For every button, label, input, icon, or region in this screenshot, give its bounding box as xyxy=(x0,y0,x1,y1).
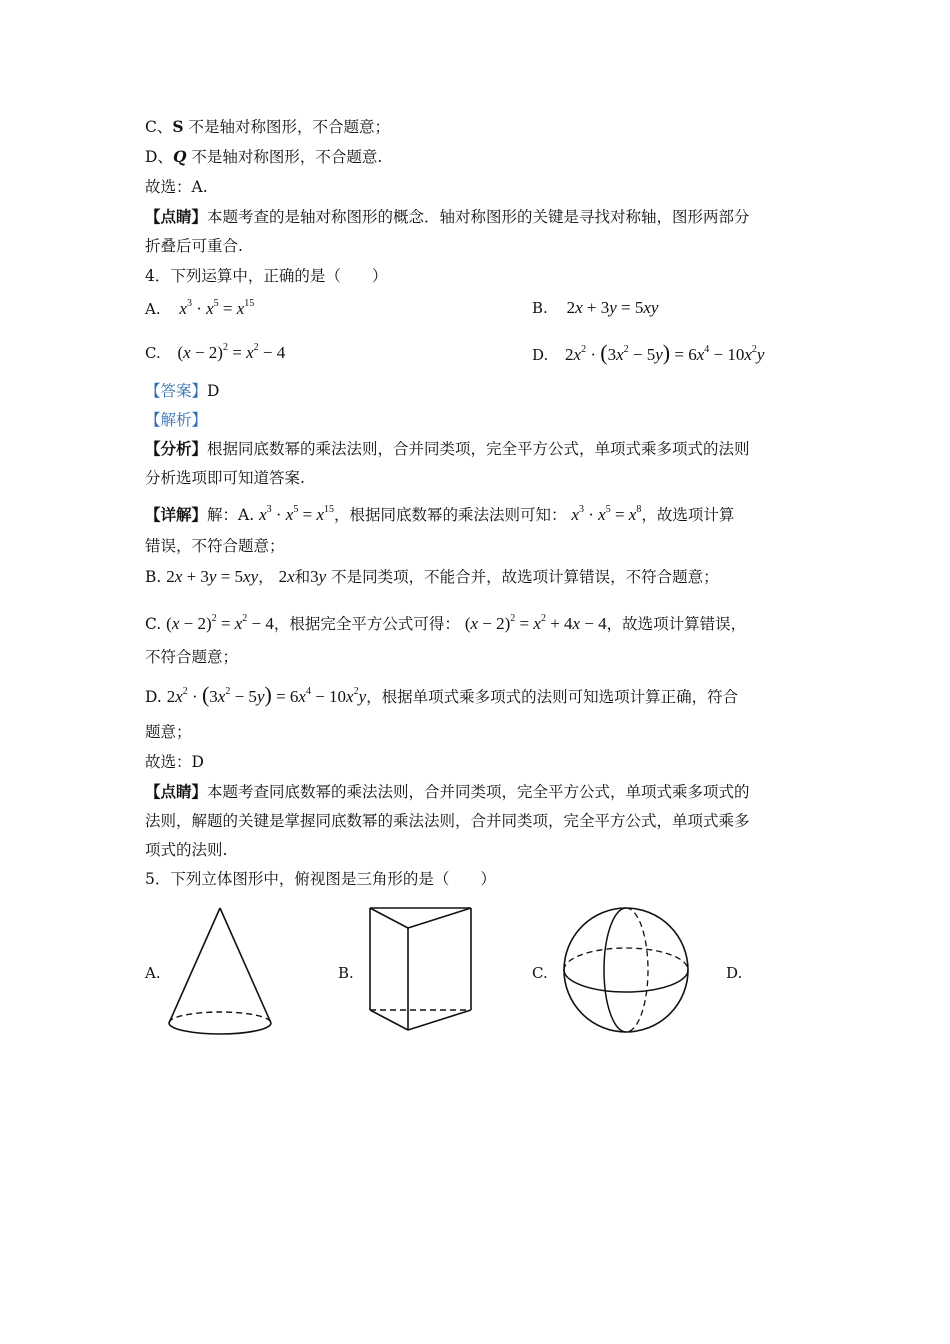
q4-detail-a-line2: 错误，不符合题意； xyxy=(145,537,285,555)
q4-detail-b: B. 2x + 3y = 5xy， 2x和3y 不是同类项，不能合并，故选项计算错误，不符合题意； xyxy=(145,567,719,586)
q4-answer: 【答案】D xyxy=(145,382,220,400)
q4-stem: 4．下列运算中，正确的是（ ） xyxy=(145,267,388,285)
cone-figure xyxy=(160,900,280,1040)
prev-comment-line2: 折叠后可重合. xyxy=(145,237,243,255)
prev-choose: 故选：A. xyxy=(145,178,208,196)
q4-option-c: C. $(x - 2)^2 = x^2 - 4$ xyxy=(145,342,286,362)
q5-stem: 5．下列立体图形中，俯视图是三角形的是（ ） xyxy=(145,870,496,888)
line-c-conclusion: C、S 不是轴对称图形，不合题意； xyxy=(145,117,391,136)
q5-label-c: C. xyxy=(532,964,548,982)
q5-label-b: B. xyxy=(338,964,354,982)
q4-detail-c: C. $(x - 2)^2 = x^2 - 4$，根据完全平方公式可得： $(x - 2)^2 = x^2 + 4x - 4$，故选项计算错误， xyxy=(145,613,747,633)
q4-detail-d: D. $2x^2 \cdot (3x^2 - 5y) = 6x^4 - 10x^2y$，根据单项式乘多项式的法则可知选项计算正确，符合 xyxy=(145,682,739,707)
q4-analysis-tag: 【解析】 xyxy=(145,411,208,429)
q4-option-a: A. $x^3 \cdot x^5 = x^{15}$ xyxy=(145,298,255,318)
q4-option-b: B. 2x + 3y = 5xy xyxy=(532,298,659,317)
prev-comment-line1: 【点睛】本题考查的是轴对称图形的概念．轴对称图形的关键是寻找对称轴，图形两部分 xyxy=(145,207,750,226)
q4-comment-line3: 项式的法则. xyxy=(145,841,228,859)
q4-choose: 故选：D xyxy=(145,753,204,771)
prism-figure xyxy=(360,900,480,1040)
q4-fenxi-line1: 【分析】根据同底数幂的乘法法则，合并同类项，完全平方公式，单项式乘多项式的法则 xyxy=(145,439,750,458)
q4-comment-line2: 法则，解题的关键是掌握同底数幂的乘法法则，合并同类项，完全平方公式，单项式乘多 xyxy=(145,812,750,830)
letter-s: S xyxy=(172,117,184,136)
q4-detail-d-line2: 题意； xyxy=(145,723,192,741)
q4-option-d: D. $2x^2 \cdot (3x^2 - 5y) = 6x^4 - 10x^2y$ xyxy=(532,340,765,365)
q5-label-d: D. xyxy=(726,964,743,982)
q4-detail-c-line2: 不符合题意； xyxy=(145,648,239,666)
q4-detail-a: 【详解】解：A. $x^3 \cdot x^5 = x^{15}$，根据同底数幂的乘法法则可知： $x^3 \cdot x^5 = x^8$，故选项计算 xyxy=(145,504,735,524)
sphere-figure xyxy=(558,902,694,1038)
q4-comment-line1: 【点睛】本题考查同底数幂的乘法法则，合并同类项，完全平方公式，单项式乘多项式的 xyxy=(145,782,750,801)
q4-fenxi-line2: 分析选项即可知道答案. xyxy=(145,469,305,487)
line-d-conclusion: D、Q 不是轴对称图形，不合题意. xyxy=(145,147,383,166)
q5-label-a: A. xyxy=(145,964,161,982)
letter-q: Q xyxy=(172,147,187,166)
